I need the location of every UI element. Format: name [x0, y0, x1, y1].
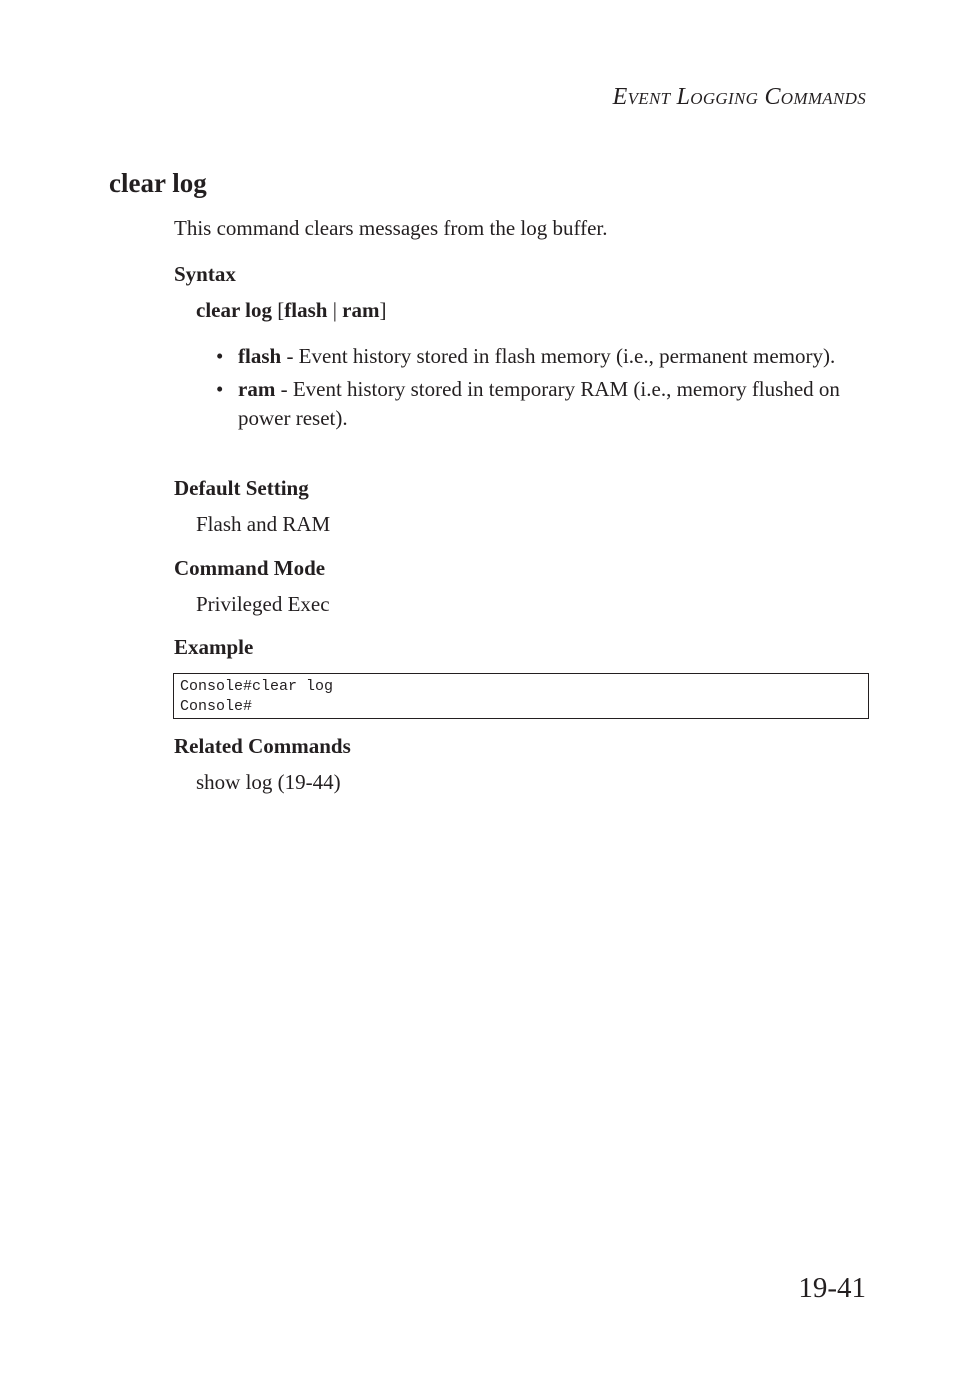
running-header: Event Logging Commands — [612, 84, 866, 110]
page-number: 19-41 — [798, 1272, 866, 1304]
example-heading: Example — [174, 635, 254, 659]
syntax-close-bracket: ] — [379, 298, 387, 322]
syntax-line — [196, 298, 387, 323]
default-setting-heading: Default Setting — [174, 476, 309, 500]
command-mode-value: Privileged Exec — [196, 592, 330, 616]
code-line: Console# — [180, 698, 253, 715]
syntax-open-bracket: [ — [272, 298, 285, 322]
command-mode-heading: Command Mode — [174, 556, 326, 580]
bullet-icon: • — [216, 377, 224, 401]
related-commands-heading: Related Commands — [174, 734, 351, 758]
list-item — [216, 342, 866, 371]
param-description: - Event history stored in flash memory (i.e., permanent memory). — [281, 344, 836, 368]
syntax-option-ram: ram — [342, 298, 380, 322]
bullet-icon: • — [216, 344, 224, 368]
command-description: This command clears messages from the log buffer. — [174, 216, 608, 240]
param-description: - Event history stored in temporary RAM (i.e., memory flushed on power reset). — [238, 377, 840, 430]
syntax-heading: Syntax — [174, 262, 236, 286]
parameter-list — [216, 342, 866, 437]
code-line: Console#clear log — [180, 678, 334, 695]
related-command-link[interactable]: show log (19-44) — [196, 770, 341, 794]
param-term: flash — [238, 344, 282, 368]
syntax-option-flash: flash — [284, 298, 328, 322]
param-term: ram — [238, 377, 276, 401]
list-item — [216, 375, 866, 433]
default-setting-value: Flash and RAM — [196, 512, 331, 536]
syntax-command: clear log — [196, 298, 273, 322]
command-title: clear log — [109, 168, 207, 198]
example-code-block — [173, 673, 869, 719]
syntax-separator: | — [327, 298, 343, 322]
